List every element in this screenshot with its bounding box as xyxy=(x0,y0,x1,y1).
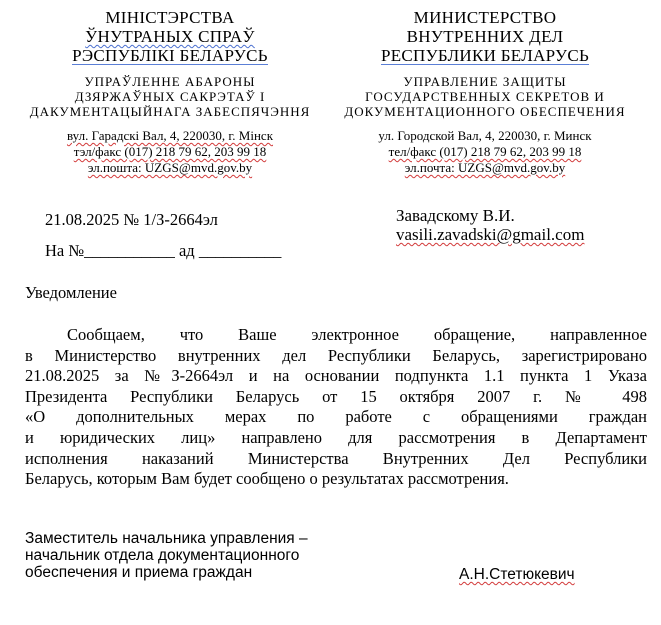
dept-line-by-2: ДЗЯРЖАЎНЫХ САКРЭТАЎ І xyxy=(74,89,266,104)
signatory-name: А.Н.Стетюкевич xyxy=(459,566,575,583)
header-by xyxy=(20,8,320,176)
org-line-ru-1: МИНИСТЕРСТВО xyxy=(413,8,557,27)
phone-ru: тел/факс (017) 218 79 62, 203 99 18 xyxy=(388,144,582,159)
signature-position xyxy=(25,530,308,581)
org-line-ru-2: ВНУТРЕННИХ ДЕЛ xyxy=(406,27,564,46)
body-line-7: исполнения наказаний Министерства Внутренних Дел Республики xyxy=(25,448,647,468)
org-line-by-3: РЭСПУБЛІКІ БЕЛАРУСЬ xyxy=(72,46,268,65)
body-line-6: и юридических лиц» направлено для рассмотрения в Департамент xyxy=(25,427,647,447)
body-line-4: Президента Республики Беларусь от 15 октября 2007 г. № 498 xyxy=(25,386,647,406)
org-line-ru-3: РЕСПУБЛИКИ БЕЛАРУСЬ xyxy=(380,46,590,65)
dept-line-ru-2: ГОСУДАРСТВЕННЫХ СЕКРЕТОВ И xyxy=(365,89,605,104)
org-line-by-1: МІНІСТЭРСТВА xyxy=(105,8,235,27)
signature-position-line-1: Заместитель начальника управления – xyxy=(25,530,308,547)
recipient-name: Завадскому В.И. xyxy=(396,206,515,225)
body-line-5: «О дополнительных мерах по работе с обращениями граждан xyxy=(25,407,647,427)
recipient-email: vasili.zavadski@gmail.com xyxy=(396,225,585,244)
dept-line-by-3: ДАКУМЕНТАЦЫЙНАГА ЗАБЕСПЯЧЭННЯ xyxy=(29,104,311,119)
body-paragraph xyxy=(25,325,647,490)
body-line-1: Сообщаем, что Ваше электронное обращение, направленное xyxy=(67,325,647,344)
address-by: вул. Гарадскі Вал, 4, 220030, г. Мінск xyxy=(66,128,274,143)
phone-by: тэл/факс (017) 218 79 62, 203 99 18 xyxy=(73,144,267,159)
signature-position-line-3: обеспечения и приема граждан xyxy=(25,564,253,581)
body-line-3: 21.08.2025 за №З-2664эл и на основании подпункта 1.1 пункта 1 Указа xyxy=(25,366,647,386)
org-line-by-2: ЎНУТРАНЫХ СПРАЎ xyxy=(85,27,255,46)
email-by: эл.пошта: UZGS@mvd.gov.by xyxy=(87,160,253,175)
email-ru: эл.почта: UZGS@mvd.gov.by xyxy=(404,160,566,175)
dept-line-by-1: УПРАЎЛЕННЕ АБАРОНЫ xyxy=(84,74,256,89)
address-ru: ул. Городской Вал, 4, 220030, г. Минск xyxy=(378,128,592,143)
body-line-8: Беларусь, которым Вам будет сообщено о результатах рассмотрения. xyxy=(25,469,509,489)
signature-position-line-2: начальник отдела документационного xyxy=(25,547,300,564)
document-title: Уведомление xyxy=(25,283,117,302)
dept-line-ru-3: ДОКУМЕНТАЦИОННОГО ОБЕСПЕЧЕНИЯ xyxy=(344,104,626,119)
body-line-2: в Министерство внутренних дел Республики Беларусь, зарегистрировано xyxy=(25,345,647,365)
incoming-reference: На №___________ ад __________ xyxy=(45,241,282,260)
header-ru xyxy=(335,8,635,176)
outgoing-reference: 21.08.2025 № 1/З-2664эл xyxy=(45,210,218,229)
dept-line-ru-1: УПРАВЛЕНИЕ ЗАЩИТЫ xyxy=(403,74,567,89)
